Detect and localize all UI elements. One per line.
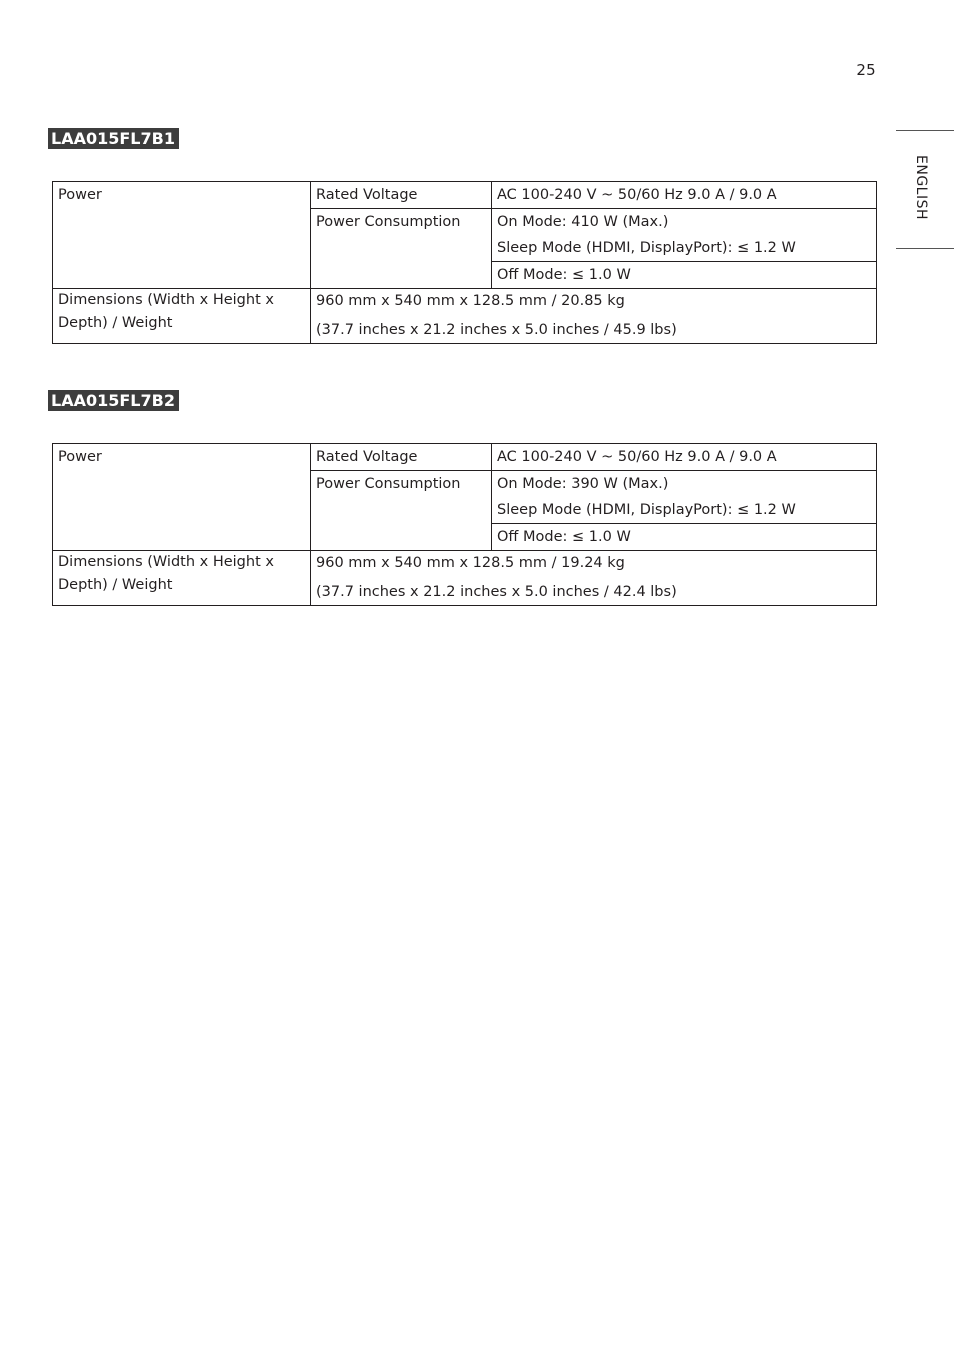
table-row	[53, 551, 877, 606]
spec-table-1	[52, 181, 877, 344]
spec-table-2	[52, 443, 877, 606]
sleep-mode-text: Sleep Mode (HDMI, DisplayPort): ≤ 1.2 W	[497, 502, 796, 518]
power-label-cell: Power	[53, 444, 311, 551]
rated-voltage-value-cell: AC 100-240 V ~ 50/60 Hz 9.0 A / 9.0 A	[492, 444, 877, 471]
dimensions-label-cell: Dimensions (Width x Height x Depth) / Weight	[53, 289, 311, 344]
dimensions-value-cell	[311, 289, 877, 344]
rated-voltage-value-cell: AC 100-240 V ~ 50/60 Hz 9.0 A / 9.0 A	[492, 182, 877, 209]
page-number: 25	[856, 61, 876, 79]
model-title-2: LAA015FL7B2	[48, 390, 179, 411]
dimensions-metric-text: 960 mm x 540 mm x 128.5 mm / 20.85 kg	[316, 293, 625, 309]
rated-voltage-label-cell: Rated Voltage	[311, 182, 492, 209]
table-row	[53, 289, 877, 344]
on-mode-text: On Mode: 390 W (Max.)	[497, 476, 669, 492]
power-consumption-label-cell: Power Consumption	[311, 471, 492, 551]
table-row	[53, 444, 877, 471]
power-consumption-value-cell	[492, 209, 877, 289]
power-consumption-label-cell: Power Consumption	[311, 209, 492, 289]
dimensions-imperial-text: (37.7 inches x 21.2 inches x 5.0 inches / 42.4 lbs)	[316, 584, 677, 600]
language-side-tab	[896, 130, 954, 249]
power-consumption-value-cell	[492, 471, 877, 551]
dimensions-value-cell	[311, 551, 877, 606]
sleep-mode-text: Sleep Mode (HDMI, DisplayPort): ≤ 1.2 W	[497, 240, 796, 256]
dimensions-metric-text: 960 mm x 540 mm x 128.5 mm / 19.24 kg	[316, 555, 625, 571]
off-mode-text: Off Mode: ≤ 1.0 W	[492, 523, 876, 550]
rated-voltage-label-cell: Rated Voltage	[311, 444, 492, 471]
model-title-1: LAA015FL7B1	[48, 128, 179, 149]
on-mode-text: On Mode: 410 W (Max.)	[497, 214, 669, 230]
dimensions-label-cell: Dimensions (Width x Height x Depth) / Weight	[53, 551, 311, 606]
power-label-cell: Power	[53, 182, 311, 289]
language-label: ENGLISH	[913, 155, 929, 221]
off-mode-text: Off Mode: ≤ 1.0 W	[492, 261, 876, 288]
dimensions-imperial-text: (37.7 inches x 21.2 inches x 5.0 inches / 45.9 lbs)	[316, 322, 677, 338]
table-row	[53, 182, 877, 209]
